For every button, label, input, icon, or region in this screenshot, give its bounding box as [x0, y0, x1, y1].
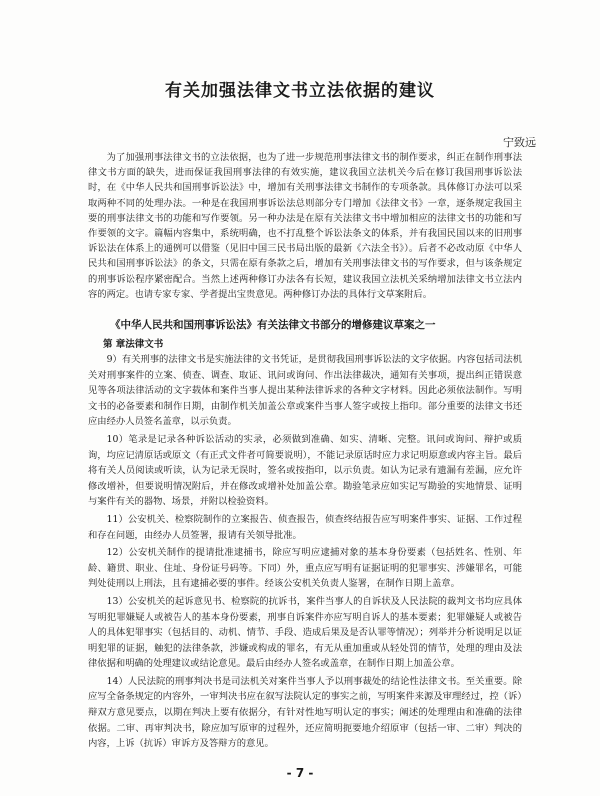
page-title: 有关加强法律文书立法依据的建议 — [165, 81, 435, 101]
author-name: 宁致远 — [503, 136, 536, 149]
intro-paragraph: 为了加强刑事法律文书的立法依据，也为了进一步规范刑事法律文书的制作要求，纠正在制作刑事法律文书方面的缺失，进而保证我国刑事法律的有效实施，建议我国立法机关今后在修订我国刑事诉讼法时，在《中华人民共和国刑事诉讼法》中，增加有关刑事法律文书制作的专项条款。具体修订办法可以采取两种不同的处理办法。一种是在我国刑事诉讼法总则部分专门增加《法律文书》一章，逐条规定我国主要的刑事法律文书的功能和写作要领。另一种办法是在原有关法律文书中增加相应的法律文书的功能和写作要领的文字。篇幅内容集中，系统明确，也不打乱整个诉讼法条文的体系，并有我国民国以来的旧刑事诉讼法在体系上的通例可以借鉴（见旧中国三民书局出版的最新《六法全书》）。后者不必改动原《中华人民共和国刑事诉讼法》的条文，只需在原有条款之后，增加有关刑事法律文书的写作要求，但与该条规定的刑事诉讼程序紧密配合。当然上述两种修订办法各有长短，建议我国立法机关采纳增加法律文书立法内容的两定。也请专家专家、学者提出宝贵意见。两种修订办法的具体行文草案附后。 — [88, 152, 522, 300]
article-paragraph: 10）笔录是记录各种诉讼活动的实录，必须做到准确、如实、清晰、完整。讯问或询问、辩护或质询，均应记清原话或原文（有正式文件者可简要说明），不能记录原话时应力求记明原意或内容主旨。最后将有关人员阅读或听读，认为记录无误时，签名或按指印，以示负责。如认为记录有遗漏有差漏，应允许修改增补，但要说明情况附后，并在修改或增补处加盖公章。勘验笔录应如实记写勘验的实地情景、证明与案件有关的器物、场景，并附以检验资料。 — [88, 433, 522, 508]
section-heading: 《中华人民共和国刑事诉讼法》有关法律文书部分的增修建议草案之一 — [110, 319, 436, 331]
article-paragraph: 9）有关刑事的法律文书是实施法律的文书凭证，是贯彻我国刑事诉讼法的文字依据。内容包括司法机关对刑事案件的立案、侦查、调查、取证、讯问或询问、作出法律裁决，通知有关事项，提出纠正错误意见等各项法律活动的文字载体和案件当事人提出某种法律诉求的各种文字材料。因此必须依法制作。写明文书的必备要素和制作日期，由制作机关加盖公章或案件当事人签字或按上指印。部分重要的法律文书还应由经办人员签名盖章，以示负责。 — [88, 354, 522, 428]
article-paragraph: 12）公安机关制作的提请批准逮捕书，除应写明应逮捕对象的基本身份要素（包括姓名、性别、年龄、籍贯、职业、住址、身份证号码等。下同）外，重点应写明有证据证明的犯罪事实、涉嫌罪名，可能判处徒刑以上刑法，且有逮捕必要的事件。经该公安机关负责人鉴署，在制作日期上盖章。 — [88, 547, 522, 590]
article-paragraph: 14）人民法院的刑事判决书是司法机关对案件当事人予以刑事裁处的结论性法律文书。至关重要。除应写全备条规定的内容外，一审判决书应在叙写法院认定的事实之前，写明案件来源及审理经过，控（诉）辩双方意见要点，以期在判决上要有依据分，有针对性地写明认定的事实；阐述的处理理由和准确的法律依据。二审、再审判决书，除应加写原审的过程外，还应简明扼要地介绍原审（包括一审、二审）判决的内容，上诉（抗诉）审诉方及答辩方的意见。 — [88, 675, 522, 750]
chapter-heading: 第 章法律文书 — [103, 339, 164, 350]
article-paragraph: 13）公安机关的起诉意见书、检察院的抗诉书，案件当事人的自诉状及人民法院的裁判文书均应具体写明犯罪嫌疑人或被告人的基本身份要素，刑事自诉案件亦应写明自诉人的基本要素；犯罪嫌疑人或被告人的具体犯罪事实（包括目的、动机、情节、手段、造成后果及是否认罪等情况）；列举并分析说明足以证明犯罪的证据，触犯的法律条款，涉嫌或构成的罪名，有无从重加重或从轻处罚的情节，处理的理由及法律依据和明确的处理建议或结论意见。最后由经办人签名或盖章，在制作日期上加盖公章。 — [88, 595, 522, 670]
articles-section — [88, 352, 522, 754]
intro-section — [88, 150, 522, 310]
article-paragraph: 11）公安机关、检察院制作的立案报告、侦查报告，侦查终结报告应写明案件事实、证据、工作过程和存在问题，由经办人员签署，报请有关领导批准。 — [88, 513, 522, 541]
page-number: - 7 - — [286, 766, 314, 780]
